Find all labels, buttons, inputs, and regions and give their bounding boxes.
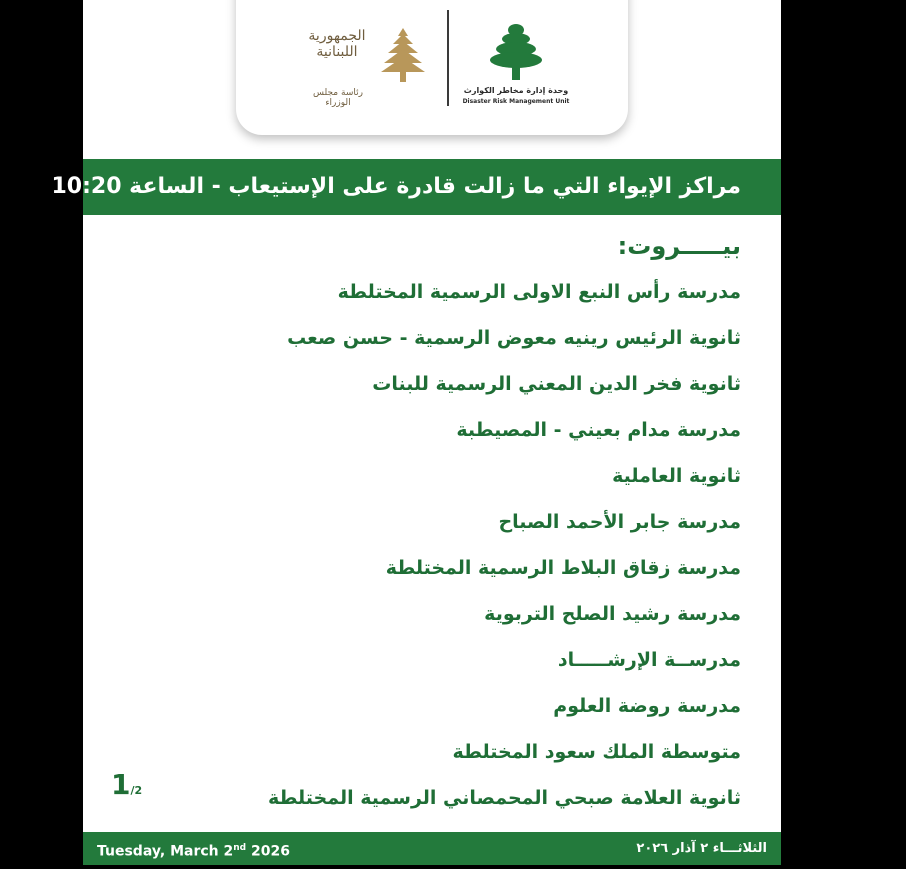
page-title: مراكز الإيواء التي ما زالت قادرة على الإستيعاب - الساعة 10:20: [83, 159, 781, 215]
gold-cedar-icon: [380, 26, 426, 84]
list-item: مدرسة جابر الأحمد الصباح: [498, 511, 741, 533]
list-item: متوسطة الملك سعود المختلطة: [452, 741, 741, 763]
date-arabic: الثلاثـــاء ٢ آذار ٢٠٢٦: [636, 841, 767, 856]
list-item: مدرسة روضة العلوم: [553, 695, 741, 717]
drm-unit-logo: [461, 22, 571, 107]
logo-divider: [447, 10, 449, 106]
list-item: مدرسة رشيد الصلح التربوية: [484, 603, 741, 625]
footer-bar: [83, 832, 781, 865]
logo-header-card: [236, 0, 628, 135]
list-item: ثانوية الرئيس رينيه معوض الرسمية - حسن صعب: [287, 327, 741, 349]
date-english: [97, 832, 290, 869]
list-item: مدرسة مدام بعيني - المصيطبة: [456, 419, 741, 441]
government-logo: [294, 22, 444, 108]
page-current: 1: [111, 768, 131, 801]
region-heading: بيـــــروت:: [617, 232, 741, 260]
date-en-year: 2026: [246, 843, 290, 860]
shelter-list: [181, 226, 741, 824]
list-item: ثانوية العلامة صبحي المحمصاني الرسمية المختلطة: [268, 787, 741, 809]
gov-logo-subtitle: رئاسة مجلس الوزراء: [313, 88, 363, 108]
date-en-suffix: nd: [233, 843, 247, 853]
unit-name-english: Disaster Risk Management Unit: [462, 98, 570, 105]
list-item: مدرســة الإرشـــــاد: [557, 649, 741, 671]
list-item: ثانوية فخر الدين المعني الرسمية للبنات: [372, 373, 741, 395]
date-en-prefix: Tuesday, March 2: [97, 843, 234, 860]
announcement-page: [51, 0, 781, 865]
page-total: /2: [130, 784, 143, 797]
page-indicator: [111, 768, 142, 801]
unit-name-arabic: وحدة إدارة مخاطر الكوارث: [463, 86, 569, 95]
green-cedar-icon: [489, 22, 543, 82]
list-item: ثانوية العاملية: [612, 465, 741, 487]
list-item: مدرسة زقاق البلاط الرسمية المختلطة: [385, 557, 741, 579]
list-item: مدرسة رأس النبع الاولى الرسمية المختلطة: [337, 281, 741, 303]
gov-logo-text: الجمهورية اللبنانية: [308, 28, 366, 60]
